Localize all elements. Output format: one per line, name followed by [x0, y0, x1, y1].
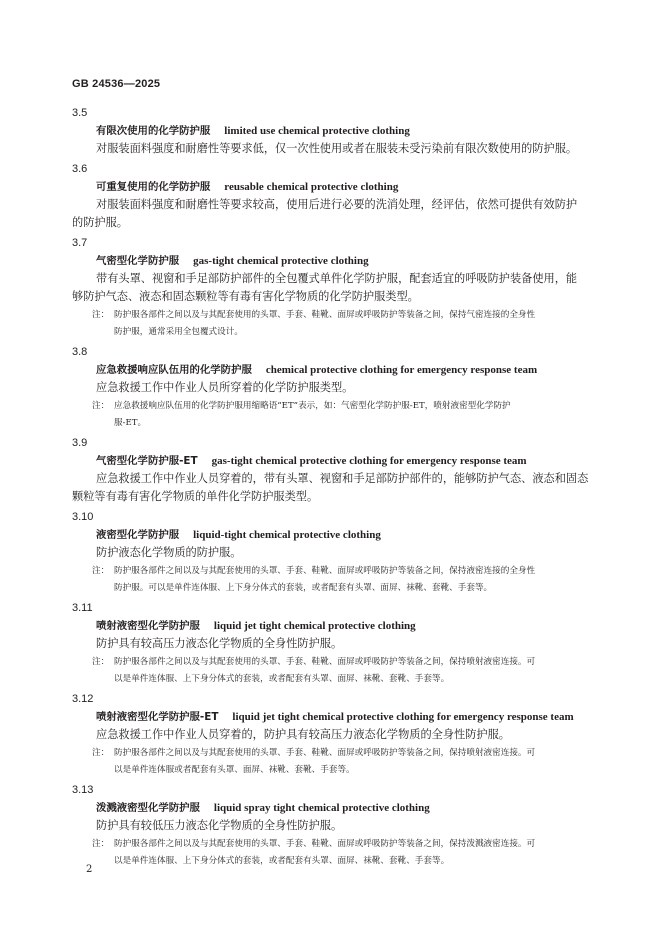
clause-number: 3.12	[72, 693, 94, 705]
definition: 防护具有较高压力液态化学物质的全身性防护服。	[96, 637, 343, 650]
definition: 带有头罩、视窗和手足部防护部件的全包覆式单件化学防护服，配套适宜的呼吸防护装备使用，能	[96, 272, 578, 285]
clause-number: 3.10	[72, 511, 94, 523]
note-label: 注：	[92, 839, 110, 849]
note-label: 注：	[92, 566, 110, 576]
term-heading	[72, 361, 592, 379]
term-english: gas-tight chemical protective clothing for emergency response team	[211, 455, 527, 467]
term-chinese: 液密型化学防护服	[96, 529, 180, 541]
note	[72, 563, 592, 597]
term-chinese: 喷射液密型化学防护服-ET	[96, 711, 219, 723]
note-line: 以是单件连体服、上下身分体式的套装，或者配套有头罩、面屏、袜靴、套靴、手套等。	[114, 674, 450, 684]
term-heading	[72, 617, 592, 635]
term-english: liquid jet tight chemical protective clothing	[213, 620, 416, 632]
term-heading	[72, 526, 592, 544]
clause-number: 3.9	[72, 437, 88, 449]
term-english: liquid spray tight chemical protective clothing	[213, 802, 430, 814]
note	[72, 836, 592, 870]
term-chinese: 气密型化学防护服	[96, 255, 180, 267]
definition: 防护具有较低压力液态化学物质的全身性防护服。	[96, 819, 343, 832]
definition: 应急救援工作中作业人员穿着的，带有头罩、视窗和手足部防护部件的，能够防护气态、液态和固态	[96, 472, 589, 485]
note	[72, 745, 592, 779]
definition-continued: 够防护气态、液态和固态颗粒等有毒有害化学物质的化学防护服类型。	[72, 290, 419, 303]
term-heading	[72, 178, 592, 196]
term-definitions	[72, 102, 592, 870]
note	[72, 398, 592, 432]
note-line: 防护服各部件之间以及与其配套使用的头罩、手套、鞋靴、面屏或呼吸防护等装备之间，保持气密连接的全身性	[114, 310, 536, 320]
term-chinese: 有限次使用的化学防护服	[96, 125, 211, 137]
term-english: gas-tight chemical protective clothing	[193, 255, 369, 267]
term-entry-3-10	[72, 508, 592, 597]
term-chinese: 可重复使用的化学防护服	[96, 181, 211, 193]
term-english: liquid jet tight chemical protective clothing for emergency response team	[232, 711, 574, 723]
term-heading	[72, 708, 592, 726]
definition-continued: 的防护服。	[72, 216, 128, 229]
note-label: 注：	[92, 310, 110, 320]
term-entry-3-11	[72, 599, 592, 688]
definition: 对服装面料强度和耐磨性等要求较高，使用后进行必要的洗消处理，经评估，依然可提供有效防护	[96, 198, 578, 211]
note-label: 注：	[92, 657, 110, 667]
term-heading	[72, 252, 592, 270]
term-entry-3-7	[72, 234, 592, 341]
term-chinese: 气密型化学防护服-ET	[96, 455, 198, 467]
note-line: 防护服各部件之间以及与其配套使用的头罩、手套、鞋靴、面屏或呼吸防护等装备之间，保持喷射液密连接。可	[114, 748, 536, 758]
definition-continued: 颗粒等有毒有害化学物质的单件化学防护服类型。	[72, 490, 319, 503]
note-line: 防护服各部件之间以及与其配套使用的头罩、手套、鞋靴、面屏或呼吸防护等装备之间，保持喷射液密连接。可	[114, 657, 536, 667]
term-english: limited use chemical protective clothing	[224, 125, 410, 137]
clause-number: 3.11	[72, 602, 93, 614]
note	[72, 307, 592, 341]
term-heading	[72, 122, 592, 140]
note-line: 防护服。可以是单件连体服、上下身分体式的套装，或者配套有头罩、面屏、袜靴、套靴、手套等。	[114, 583, 493, 593]
term-heading	[72, 799, 592, 817]
clause-number: 3.7	[72, 237, 88, 249]
term-english: chemical protective clothing for emergency response team	[265, 364, 538, 376]
clause-number: 3.13	[72, 784, 94, 796]
note-label: 注：	[92, 401, 110, 411]
note-label: 注：	[92, 748, 110, 758]
note-line: 防护服各部件之间以及与其配套使用的头罩、手套、鞋靴、面屏或呼吸防护等装备之间，保持液密连接的全身性	[114, 566, 536, 576]
term-entry-3-5	[72, 104, 592, 158]
definition: 应急救援工作中作业人员穿着的，防护具有较高压力液态化学物质的全身性防护服。	[96, 728, 510, 741]
term-entry-3-12	[72, 690, 592, 779]
definition: 对服装面料强度和耐磨性等要求低，仅一次性使用或者在服装未受污染前有限次数使用的防护服。	[96, 142, 578, 155]
term-entry-3-9	[72, 434, 592, 506]
note-line: 应急救援响应队伍用的化学防护服用缩略语“ET”表示，如：气密型化学防护服-ET，喷射液密型化学防护	[114, 401, 511, 411]
term-entry-3-6	[72, 160, 592, 232]
document-id-header: GB 24536—2025	[72, 78, 161, 90]
note-line: 防护服，通常采用全包覆式设计。	[114, 327, 243, 337]
term-english: reusable chemical protective clothing	[224, 181, 399, 193]
term-heading	[72, 452, 592, 470]
definition: 防护液态化学物质的防护服。	[96, 546, 242, 559]
note-line: 以是单件连体服、上下身分体式的套装，或者配套有头罩、面屏、袜靴、套靴、手套等。	[114, 856, 450, 866]
note	[72, 654, 592, 688]
term-chinese: 泼溅液密型化学防护服	[96, 802, 200, 814]
clause-number: 3.5	[72, 107, 88, 119]
term-entry-3-8	[72, 343, 592, 432]
clause-number: 3.8	[72, 346, 88, 358]
clause-number: 3.6	[72, 163, 88, 175]
term-english: liquid-tight chemical protective clothing	[193, 529, 381, 541]
term-chinese: 应急救援响应队伍用的化学防护服	[96, 364, 252, 376]
note-line: 服-ET。	[114, 418, 147, 428]
note-line: 以是单件连体服或者配套有头罩、面屏、袜靴、套靴、手套等。	[114, 765, 355, 775]
page-number: 2	[86, 864, 93, 875]
note-line: 防护服各部件之间以及与其配套使用的头罩、手套、鞋靴、面屏或呼吸防护等装备之间，保持泼溅液密连接。可	[114, 839, 536, 849]
definition: 应急救援工作中作业人员所穿着的化学防护服类型。	[96, 381, 354, 394]
term-entry-3-13	[72, 781, 592, 870]
term-chinese: 喷射液密型化学防护服	[96, 620, 200, 632]
